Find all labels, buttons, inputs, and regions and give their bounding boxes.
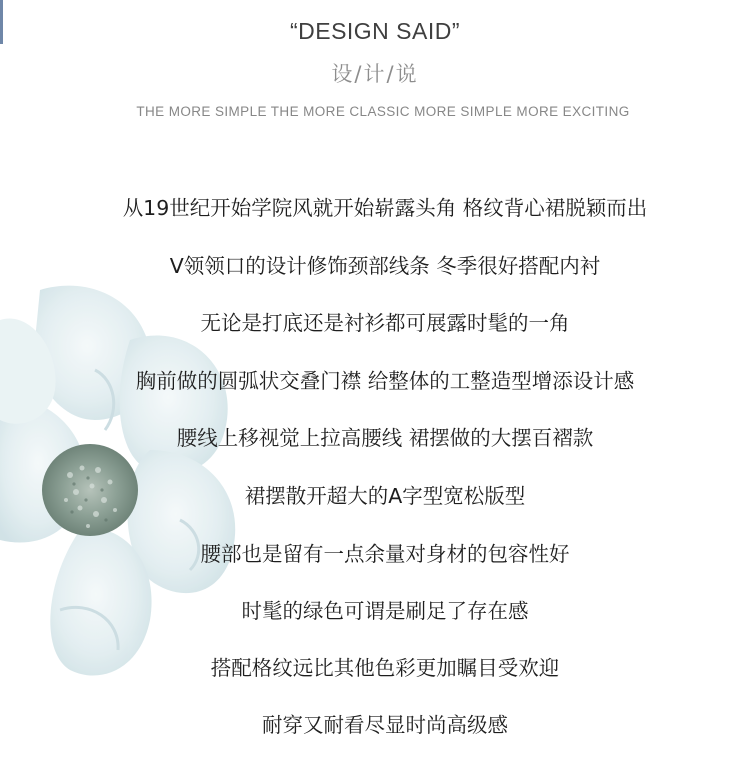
description-line: 腰线上移视觉上拉高腰线 裙摆做的大摆百褶款: [176, 426, 594, 450]
description-line: 胸前做的圆弧状交叠门襟 给整体的工整造型增添设计感: [135, 369, 635, 393]
description-line: 腰部也是留有一点余量对身材的包容性好: [200, 542, 570, 566]
design-said-title: “DESIGN SAID”: [289, 18, 461, 44]
description-line: 无论是打底还是衬衫都可展露时髦的一角: [200, 311, 570, 335]
description-line: 耐穿又耐看尽显时尚高级感: [262, 713, 508, 737]
description-line: 搭配格纹远比其他色彩更加瞩目受欢迎: [210, 656, 560, 680]
tagline: THE MORE SIMPLE THE MORE CLASSIC MORE SIMPLE MORE EXCITING: [136, 104, 630, 119]
description-line: 裙摆散开超大的A字型宽松版型: [244, 484, 526, 508]
description-line: 从19世纪开始学院风就开始崭露头角 格纹背心裙脱颖而出: [122, 196, 648, 220]
description-line: V领领口的设计修饰颈部线条 冬季很好搭配内衬: [169, 254, 601, 278]
description-line: 时髦的绿色可谓是刷足了存在感: [241, 599, 529, 623]
design-said-chinese-title: 设/计/说: [331, 62, 419, 86]
